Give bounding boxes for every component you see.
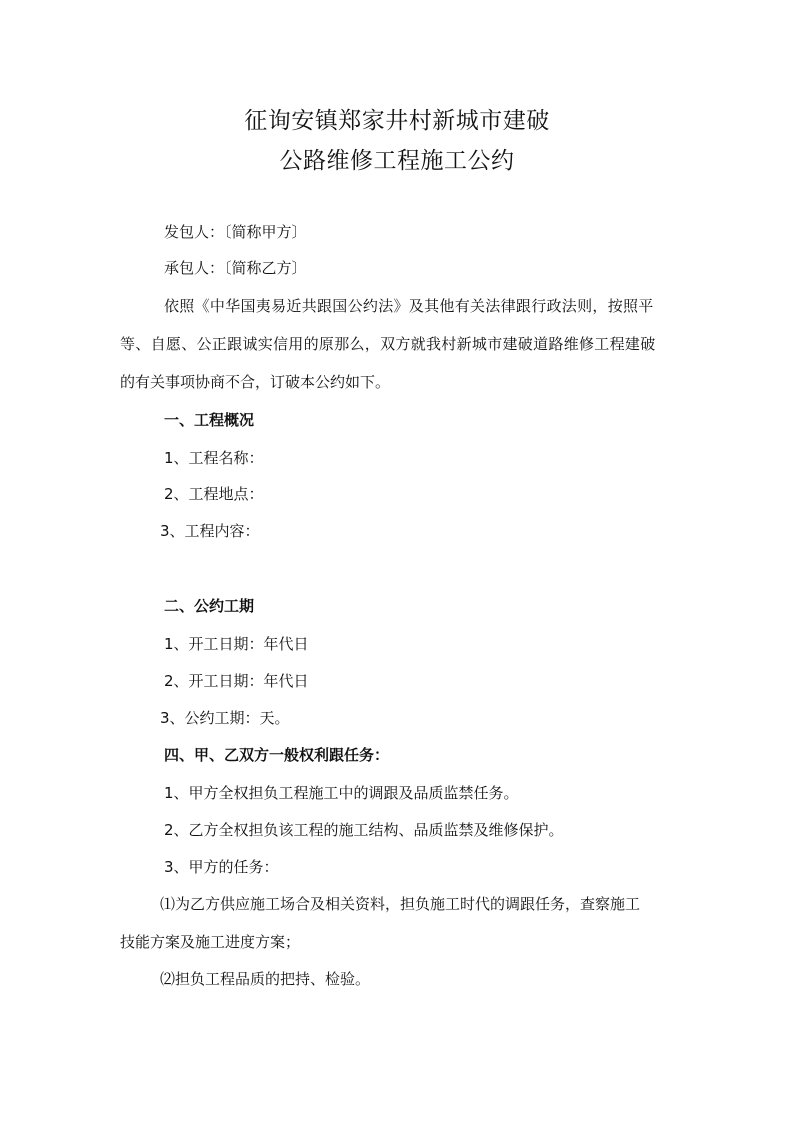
employer-line: 发包人：〔简称甲方〕 [164,223,307,241]
contractor-line: 承包人：〔简称乙方〕 [164,259,307,277]
document-title-line-1: 征询安镇郑家井村新城市建破 [244,108,550,134]
section-1-item-1: 1、工程名称： [164,449,264,467]
section-4-sub-1-line-1: ⑴为乙方供应施工场合及相关资料，担负施工时代的调跟任务，查察施工 [160,895,641,913]
section-4-item-3: 3、甲方的任务： [164,858,279,876]
section-2-item-1: 1、开工日期：年代日 [164,635,309,653]
intro-line-1: 依照《中华国夷易近共跟国公约法》及其他有关法律跟行政法则，按照平 [164,297,654,315]
document-title-line-2: 公路维修工程施工公约 [279,148,515,174]
section-4-sub-1-line-2: 技能方案及施工进度方案； [120,933,301,951]
section-4-heading: 四、甲、乙双方一般权利跟任务： [164,746,390,764]
section-2-item-2: 2、开工日期：年代日 [164,672,309,690]
section-2-item-3: 3、公约工期：天。 [160,709,290,727]
section-1-item-2: 2、工程地点： [164,485,264,503]
section-2-heading: 二、公约工期 [164,597,255,615]
section-1-item-3: 3、工程内容： [160,522,260,540]
section-4-item-1: 1、甲方全权担负工程施工中的调跟及品质监禁任务。 [164,784,519,802]
intro-line-2: 等、自愿、公正跟诚实信用的原那么，双方就我村新城市建破道路维修工程建破 [120,335,656,353]
section-4-sub-2: ⑵担负工程品质的把持、检验。 [160,970,371,988]
section-1-heading: 一、工程概况 [164,411,255,429]
section-4-item-2: 2、乙方全权担负该工程的施工结构、品质监禁及维修保护。 [164,821,564,839]
intro-line-3: 的有关事项协商不合，订破本公约如下。 [120,373,391,391]
